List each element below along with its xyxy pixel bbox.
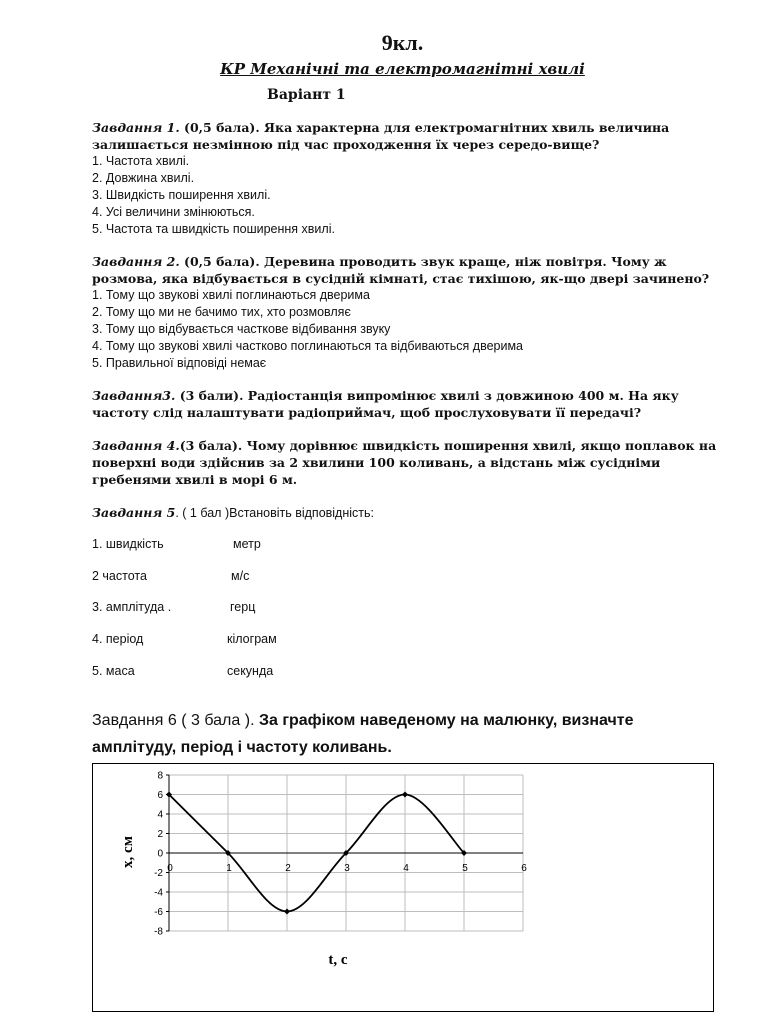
- x-tick-label: 3: [344, 863, 350, 874]
- task-1-question: (0,5 бала). Яка характерна для електромагнітних хвиль величина залишається незмінною під час проходження їх через середо-вище?: [92, 120, 670, 152]
- oscillation-chart: [92, 763, 714, 1012]
- y-tick-label: 4: [157, 809, 163, 821]
- x-tick-label: 2: [285, 863, 291, 874]
- task-3: [92, 387, 722, 421]
- match-left: 5. маса: [92, 664, 135, 678]
- y-axis-label: x, см: [120, 836, 136, 868]
- chart-ticks: [154, 771, 527, 938]
- task-2-option: 3. Тому що відбувається часткове відбивання звуку: [92, 322, 391, 336]
- task-2-option: 1. Тому що звукові хвилі поглинаються дверима: [92, 288, 370, 302]
- variant-label: Варіант 1: [267, 87, 346, 103]
- x-axis-label: t, c: [328, 952, 348, 968]
- match-row: [92, 632, 392, 646]
- task-3-question: (3 бали). Радіостанція випромінює хвилі з довжиною 400 м. На яку частоту слід налаштувати радіоприймач, щоб прослуховувати її передачі?: [92, 388, 679, 420]
- y-tick-label: -6: [154, 907, 163, 918]
- task-3-label: Завдання3.: [92, 388, 176, 403]
- task-4: [92, 437, 722, 488]
- task-1-option: 4. Усі величини змінюються.: [92, 205, 255, 219]
- y-tick-label: -4: [154, 887, 163, 899]
- task-1-option: 5. Частота та швидкість поширення хвилі.: [92, 222, 335, 236]
- data-point: [284, 909, 290, 915]
- match-row: [92, 600, 392, 614]
- y-tick-label: 2: [157, 829, 163, 840]
- data-point: [402, 792, 408, 798]
- x-tick-label: 0: [167, 863, 173, 874]
- match-left: 3. амплітуда .: [92, 600, 172, 614]
- task-6-question: За графіком наведеному на малюнку, визначте амплітуду, період і частоту коливань.: [92, 712, 634, 756]
- match-left: 2 частота: [92, 569, 147, 583]
- y-tick-label: 8: [157, 770, 163, 782]
- y-tick-label: 0: [157, 848, 163, 860]
- y-tick-label: -8: [154, 926, 163, 938]
- x-tick-label: 5: [462, 863, 468, 874]
- match-right: герц: [230, 600, 256, 614]
- match-left: 1. швидкість: [92, 537, 164, 551]
- match-right: м/с: [231, 569, 250, 583]
- task-5: [92, 504, 722, 522]
- chart-svg: [93, 764, 713, 1011]
- task-1-label: Завдання 1.: [92, 120, 180, 135]
- task-2: [92, 253, 722, 372]
- task-2-option: 5. Правильної відповіді немає: [92, 356, 267, 370]
- task-2-option: 2. Тому що ми не бачимо тих, хто розмовляє: [92, 305, 351, 319]
- task-4-label: Завдання 4.: [92, 438, 180, 453]
- x-tick-label: 6: [521, 863, 527, 874]
- match-right: кілограм: [227, 632, 277, 646]
- match-row: [92, 537, 392, 551]
- page-title: 9кл.: [381, 30, 424, 55]
- test-title: КР Механічні та електромагнітні хвилі: [220, 60, 585, 78]
- task-2-label: Завдання 2.: [92, 254, 180, 269]
- task-2-question: (0,5 бала). Деревина проводить звук краще, ніж повітря. Чому ж розмова, яка відбувається в сусідній кімнаті, стає тихішою, як-що двері зачинено?: [92, 254, 710, 286]
- task-5-instruction: . ( 1 бал )Встановіть відповідність:: [175, 506, 374, 520]
- y-tick-label: -2: [154, 868, 163, 879]
- task-6: [92, 707, 722, 761]
- task-5-label: Завдання 5: [92, 505, 176, 520]
- x-tick-label: 4: [403, 863, 409, 874]
- task-4-question: (3 бала). Чому дорівнює швидкість поширення хвилі, якщо поплавок на поверхні води здійснив за 2 хвилини 100 коливань, а відстань між сусідніми гребенями хвилі в морі 6 м.: [92, 438, 717, 487]
- match-right: метр: [233, 537, 261, 551]
- match-right: секунда: [227, 664, 274, 678]
- task-1-option: 3. Швидкість поширення хвилі.: [92, 188, 271, 202]
- x-tick-label: 1: [226, 863, 232, 874]
- y-tick-label: 6: [157, 790, 163, 801]
- task-1: [92, 119, 722, 238]
- task-1-option: 2. Довжина хвилі.: [92, 171, 195, 185]
- match-row: [92, 569, 392, 583]
- match-left: 4. період: [92, 632, 144, 646]
- task-2-option: 4. Тому що звукові хвилі частково поглинаються та відбиваються дверима: [92, 339, 524, 353]
- task-6-label: Завдання 6 ( 3 бала ).: [92, 712, 255, 729]
- task-1-option: 1. Частота хвилі.: [92, 154, 190, 168]
- match-row: [92, 664, 392, 678]
